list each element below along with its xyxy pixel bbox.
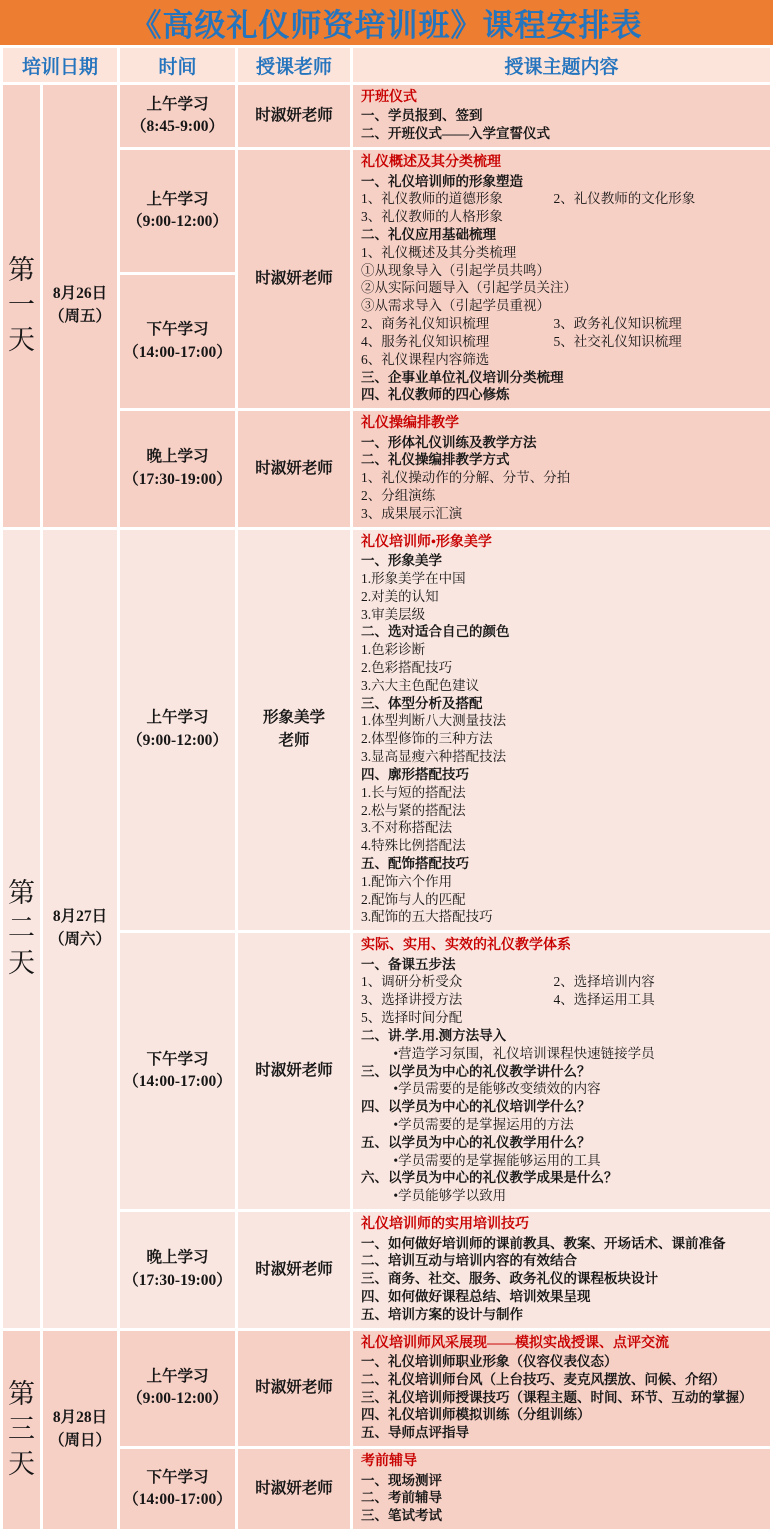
date-line: 8月27日 — [52, 908, 108, 926]
time-cell — [120, 1212, 235, 1328]
teacher-name: 时淑妍老师 — [255, 1061, 333, 1079]
day-label-char: 二 — [8, 913, 35, 944]
content-line: 一、学员报到、签到 — [361, 108, 483, 124]
content-line: 1、调研分析受众 — [361, 974, 463, 990]
content-line: 一、形体礼仪训练及教学方法 — [361, 434, 537, 450]
content-cell — [353, 530, 770, 931]
teacher-cell — [238, 530, 350, 931]
day-cell — [3, 1331, 40, 1529]
time-line: 上午学习 — [146, 709, 209, 727]
content-line: 1.配饰六个作用 — [361, 873, 453, 889]
table-row — [3, 1212, 770, 1328]
teacher-name: 时淑妍老师 — [255, 1260, 333, 1278]
content-cell — [353, 933, 770, 1209]
date-line: （周六） — [49, 930, 112, 948]
content-line: 2.体型修饰的三种方法 — [361, 731, 493, 747]
date-line: 8月28日 — [52, 1409, 108, 1427]
content-line: 一、现场测评 — [361, 1472, 443, 1488]
page-title: 《高级礼仪师资培训班》课程安排表 — [130, 8, 643, 43]
content-line: 5、选择时间分配 — [361, 1010, 463, 1026]
content-line: 2、礼仪教师的文化形象 — [553, 191, 696, 207]
content-line: 1、礼仪教师的道德形象 — [361, 191, 503, 207]
content-line: 五、配饰搭配技巧 — [361, 855, 470, 871]
content-line: 三、体型分析及搭配 — [361, 695, 483, 711]
time-cell — [120, 275, 235, 408]
schedule-table-body — [3, 85, 770, 1529]
content-line: 4、服务礼仪知识梳理 — [361, 333, 490, 349]
teacher-name: 时淑妍老师 — [255, 1379, 333, 1397]
teacher-cell — [238, 150, 350, 408]
content-line: 2.对美的认知 — [361, 588, 439, 604]
content-line-pair — [361, 315, 762, 333]
teacher-name: 时淑妍老师 — [255, 459, 333, 477]
time-line: （14:00-17:00） — [123, 1073, 232, 1091]
content-heading: 实际、实用、实效的礼仪教学体系 — [361, 938, 572, 954]
day-cell — [3, 530, 40, 1328]
content-cell — [353, 85, 770, 147]
content-heading: 礼仪概述及其分类梳理 — [361, 155, 502, 171]
content-line: ②从实际问题导入（引起学员关注） — [361, 280, 578, 296]
content-line: 二、礼仪操编排教学方式 — [361, 452, 510, 468]
content-line: 1.色彩诊断 — [361, 642, 426, 658]
content-cell — [353, 1331, 770, 1447]
time-cell — [120, 530, 235, 931]
content-heading: 礼仪培训师•形象美学 — [361, 534, 492, 550]
content-line-pair — [361, 190, 762, 208]
col-header-content: 授课主题内容 — [353, 48, 770, 82]
time-line: 下午学习 — [146, 1468, 209, 1486]
content-line: 3.不对称搭配法 — [361, 820, 453, 836]
content-line: 3、礼仪教师的人格形象 — [361, 209, 503, 225]
title-bar — [0, 0, 773, 45]
time-line: 下午学习 — [146, 321, 209, 339]
time-line: （8:45-9:00） — [131, 118, 225, 136]
content-line: 3.显高显瘦六种搭配技法 — [361, 749, 507, 765]
content-line: 三、以学员为中心的礼仪教学讲什么？ — [361, 1063, 591, 1079]
time-cell — [120, 85, 235, 147]
day-label-char: 第 — [8, 255, 35, 286]
content-line: 二、培训互动与培训内容的有效结合 — [361, 1253, 578, 1269]
day-label-char: 第 — [8, 1379, 35, 1410]
content-line: 4.特殊比例搭配法 — [361, 838, 466, 854]
content-line: 六、以学员为中心的礼仪教学成果是什么？ — [361, 1170, 618, 1186]
time-cell — [120, 933, 235, 1209]
time-line: （17:30-19:00） — [123, 1271, 232, 1289]
teacher-name: 时淑妍老师 — [255, 1479, 333, 1497]
day-label-char: 三 — [8, 1414, 35, 1445]
content-line: 1.形象美学在中国 — [361, 570, 466, 586]
content-heading: 礼仪操编排教学 — [361, 416, 460, 432]
content-line: ①从现象导入（引起学员共鸣） — [361, 262, 551, 278]
content-line: •学员需要的是掌握能够运用的工具 — [393, 1152, 601, 1168]
content-cell — [353, 1449, 770, 1529]
content-line: 2、分组演练 — [361, 488, 436, 504]
content-line: 2、选择培训内容 — [553, 974, 655, 990]
content-line: 2、商务礼仪知识梳理 — [361, 316, 490, 332]
teacher-name: 形象美学 — [263, 709, 326, 727]
table-row — [3, 150, 770, 272]
time-line: 晚上学习 — [146, 1249, 209, 1267]
table-row — [3, 1449, 770, 1529]
table-row — [3, 85, 770, 147]
content-line: 3、政务礼仪知识梳理 — [553, 316, 682, 332]
content-cell — [353, 150, 770, 408]
content-line: •学员能够学以致用 — [393, 1188, 507, 1204]
table-row — [3, 411, 770, 527]
day-label-char: 天 — [8, 1449, 35, 1480]
time-cell — [120, 150, 235, 272]
time-line: 晚上学习 — [146, 448, 209, 466]
content-line: 一、礼仪培训师职业形象（仪容仪表仪态） — [361, 1354, 618, 1370]
content-line: 一、备课五步法 — [361, 956, 456, 972]
content-line: 二、选对适合自己的颜色 — [361, 624, 510, 640]
time-line: （17:30-19:00） — [123, 470, 232, 488]
content-line: 三、笔试考试 — [361, 1508, 443, 1524]
date-line: （周日） — [49, 1431, 112, 1449]
col-header-teacher: 授课老师 — [238, 48, 350, 82]
content-line: 3.六大主色配色建议 — [361, 677, 480, 693]
date-line: （周五） — [49, 307, 112, 325]
content-line-pair — [361, 973, 762, 991]
col-header-date: 培训日期 — [3, 48, 117, 82]
table-row — [3, 1331, 770, 1447]
day-label-char: 一 — [8, 290, 35, 321]
content-line: •学员需要的是能够改变绩效的内容 — [393, 1081, 601, 1097]
teacher-cell — [238, 1449, 350, 1529]
time-line: （9:00-12:00） — [127, 213, 228, 231]
content-line: 4、选择运用工具 — [553, 992, 655, 1008]
content-line: 五、培训方案的设计与制作 — [361, 1306, 524, 1322]
content-cell — [353, 411, 770, 527]
time-cell — [120, 1449, 235, 1529]
content-line: 2.色彩搭配技巧 — [361, 660, 453, 675]
content-line: 三、礼仪培训师授课技巧（课程主题、时间、环节、互动的掌握） — [361, 1389, 753, 1405]
content-line: 1.体型判断八大测量技法 — [361, 713, 507, 729]
content-heading: 礼仪培训师风采展现——模拟实战授课、点评交流 — [361, 1335, 670, 1351]
content-line: 二、礼仪培训师台风（上台技巧、麦克风摆放、问候、介绍） — [361, 1371, 726, 1387]
content-line: 四、如何做好课程总结、培训效果呈现 — [361, 1288, 591, 1304]
header-row — [3, 48, 770, 82]
content-line: •学员需要的是掌握运用的方法 — [393, 1116, 574, 1132]
content-heading: 开班仪式 — [361, 90, 418, 105]
content-line: 2.松与紧的搭配法 — [361, 802, 466, 818]
content-line: 3.配饰的五大搭配技巧 — [361, 909, 493, 925]
content-line: 5、社交礼仪知识梳理 — [553, 333, 682, 349]
content-line: 3.审美层级 — [361, 606, 426, 622]
content-line: 四、礼仪培训师模拟训练（分组训练） — [361, 1407, 591, 1423]
content-line: 一、如何做好培训师的课前教具、教案、开场话术、课前准备 — [361, 1235, 726, 1251]
teacher-name: 老师 — [278, 731, 310, 749]
time-line: （14:00-17:00） — [123, 343, 232, 361]
content-heading: 考前辅导 — [361, 1454, 418, 1470]
schedule-table — [0, 45, 773, 1532]
content-line: 四、廓形搭配技巧 — [361, 766, 470, 782]
date-line: 8月26日 — [52, 285, 108, 303]
content-heading: 礼仪培训师的实用培训技巧 — [361, 1217, 530, 1233]
content-line: 四、以学员为中心的礼仪培训学什么？ — [361, 1099, 591, 1115]
content-line: 五、以学员为中心的礼仪教学用什么？ — [361, 1134, 591, 1150]
content-line: ③从需求导入（引起学员重视） — [361, 298, 551, 314]
content-line: 四、礼仪教师的四心修炼 — [361, 387, 510, 403]
date-cell — [43, 85, 117, 527]
table-row — [3, 530, 770, 931]
content-line: •营造学习氛围，礼仪培训课程快速链接学员 — [393, 1045, 655, 1061]
day-label-char: 天 — [8, 325, 35, 356]
date-cell — [43, 530, 117, 1328]
time-line: 上午学习 — [146, 190, 209, 208]
time-line: 上午学习 — [146, 1367, 209, 1385]
col-header-time: 时间 — [120, 48, 235, 82]
content-line: 1.长与短的搭配法 — [361, 784, 466, 800]
content-line: 2.配饰与人的匹配 — [361, 891, 466, 907]
content-cell — [353, 1212, 770, 1328]
content-line: 一、礼仪培训师的形象塑造 — [361, 173, 524, 189]
content-line: 一、形象美学 — [361, 553, 443, 569]
teacher-cell — [238, 85, 350, 147]
teacher-cell — [238, 1212, 350, 1328]
teacher-cell — [238, 411, 350, 527]
content-line: 3、选择讲授方法 — [361, 992, 463, 1008]
day-cell — [3, 85, 40, 527]
time-line: 上午学习 — [146, 95, 209, 113]
time-cell — [120, 411, 235, 527]
content-line: 二、开班仪式——入学宣誓仪式 — [361, 126, 551, 142]
time-cell — [120, 1331, 235, 1447]
content-line: 二、礼仪应用基础梳理 — [361, 227, 497, 242]
content-line-pair — [361, 991, 762, 1009]
content-line: 6、礼仪课程内容筛选 — [361, 351, 490, 367]
content-line: 三、商务、社交、服务、政务礼仪的课程板块设计 — [361, 1271, 659, 1287]
content-line: 五、导师点评指导 — [361, 1425, 470, 1441]
content-line: 3、成果展示汇演 — [361, 505, 463, 521]
content-line: 1、礼仪概述及其分类梳理 — [361, 244, 517, 260]
teacher-name: 时淑妍老师 — [255, 269, 333, 287]
table-row — [3, 933, 770, 1209]
time-line: （14:00-17:00） — [123, 1491, 232, 1509]
day-label-char: 第 — [8, 877, 35, 908]
teacher-cell — [238, 1331, 350, 1447]
time-line: 下午学习 — [146, 1050, 209, 1068]
time-line: （9:00-12:00） — [127, 1390, 228, 1408]
teacher-cell — [238, 933, 350, 1209]
content-line: 二、考前辅导 — [361, 1490, 443, 1506]
content-line: 1、礼仪操动作的分解、分节、分拍 — [361, 470, 571, 486]
date-cell — [43, 1331, 117, 1529]
content-line: 二、讲.学.用.测方法导入 — [361, 1027, 507, 1043]
time-line: （9:00-12:00） — [127, 731, 228, 749]
content-line-pair — [361, 333, 762, 351]
teacher-name: 时淑妍老师 — [255, 106, 333, 124]
content-line: 三、企事业单位礼仪培训分类梳理 — [361, 369, 564, 385]
day-label-char: 天 — [8, 948, 35, 979]
